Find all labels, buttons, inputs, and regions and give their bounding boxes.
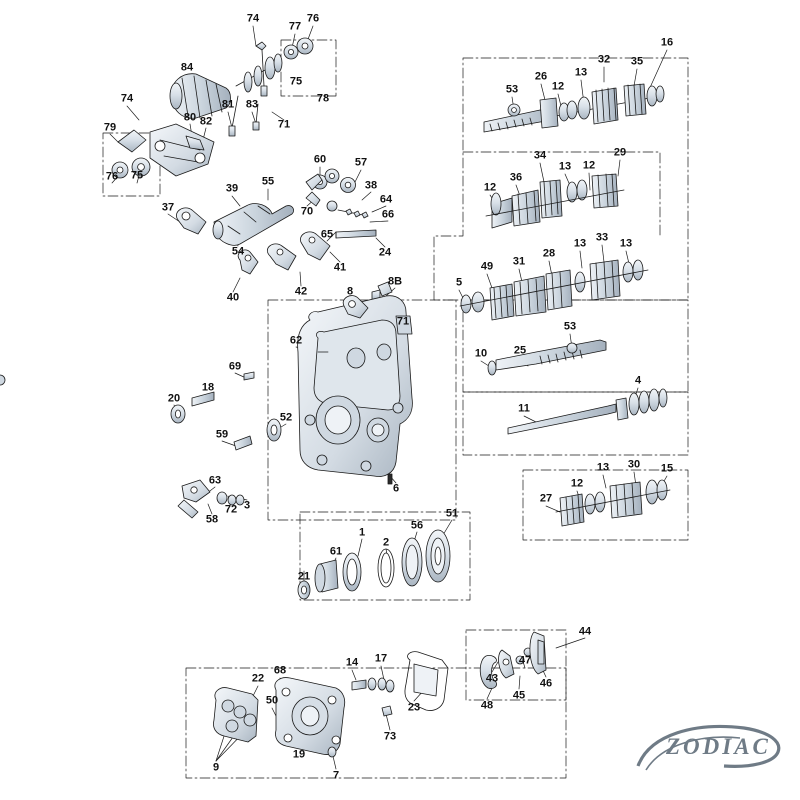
callout-78: 78 [316,92,330,105]
callout-12a: 12 [551,80,565,93]
callout-2: 2 [382,536,390,549]
callout-69: 69 [228,360,242,373]
callout-39: 39 [225,182,239,195]
callout-56: 56 [410,519,424,532]
callout-5: 5 [455,276,463,289]
callout-20: 20 [167,392,181,405]
zodiac-logo [632,720,782,778]
callout-44: 44 [578,625,592,638]
callout-74b: 74 [120,92,134,105]
callout-21: 21 [297,570,311,583]
callout-26: 26 [534,70,548,83]
callout-8: 8 [346,285,354,298]
callout-13b: 13 [558,160,572,173]
callout-75a: 75 [289,75,303,88]
callout-36: 36 [509,171,523,184]
callout-74a: 74 [246,12,260,25]
callout-40: 40 [226,291,240,304]
callout-10: 10 [474,347,488,360]
callout-65: 65 [320,228,334,241]
callout-76b: 76 [105,170,119,183]
callout-13c: 13 [573,237,587,250]
zodiac-logo-text: ZODIAC [666,734,771,759]
callout-73: 73 [383,730,397,743]
callout-50: 50 [265,694,279,707]
callout-53b: 53 [563,320,577,333]
callout-52: 52 [279,411,293,424]
callout-47: 47 [518,654,532,667]
callout-61: 61 [329,545,343,558]
callout-79: 79 [103,121,117,134]
callout-71a: 71 [277,118,291,131]
callout-71b: 71 [396,315,410,328]
callout-7: 7 [332,769,340,782]
callout-57: 57 [354,156,368,169]
callout-13d: 13 [619,237,633,250]
callout-22: 22 [251,672,265,685]
callout-68: 68 [273,664,287,677]
callout-51: 51 [445,507,459,520]
callout-31: 31 [512,255,526,268]
callout-30: 30 [627,458,641,471]
callout-14: 14 [345,656,359,669]
callout-63: 63 [208,474,222,487]
callout-12c: 12 [483,181,497,194]
callout-81: 81 [221,98,235,111]
callout-77: 77 [288,20,302,33]
callout-38: 38 [364,179,378,192]
callout-66: 66 [381,208,395,221]
callout-17: 17 [374,652,388,665]
callout-49: 49 [480,260,494,273]
callout-23: 23 [407,701,421,714]
callout-15: 15 [660,462,674,475]
callout-43: 43 [485,672,499,685]
callout-33: 33 [595,231,609,244]
callout-1: 1 [358,526,366,539]
callout-80: 80 [183,111,197,124]
callout-60: 60 [313,153,327,166]
callout-12d: 12 [570,477,584,490]
callout-4: 4 [634,374,642,387]
callout-3: 3 [243,499,251,512]
callout-11: 11 [518,402,530,415]
callout-55: 55 [261,175,275,188]
callout-25: 25 [513,344,527,357]
callout-46: 46 [539,677,553,690]
callout-29: 29 [613,146,627,159]
callout-45: 45 [512,689,526,702]
callout-35: 35 [630,55,644,68]
callout-18: 18 [201,381,215,394]
callout-37: 37 [161,201,175,214]
callout-59: 59 [215,428,229,441]
callout-19: 19 [292,748,306,761]
callout-8b: 8B [387,275,403,288]
callout-24: 24 [378,246,392,259]
callout-72: 72 [224,503,238,516]
callout-58: 58 [205,513,219,526]
callout-6: 6 [392,482,400,495]
callout-12b: 12 [582,159,596,172]
callout-9: 9 [212,761,220,774]
callout-42: 42 [294,285,308,298]
callout-53a: 53 [505,83,519,96]
callout-28: 28 [542,247,556,260]
callout-41: 41 [333,261,347,274]
callout-82: 82 [199,115,213,128]
callout-32: 32 [597,53,611,66]
callout-75b: 75 [130,169,144,182]
callout-13e: 13 [596,461,610,474]
callout-34: 34 [533,149,547,162]
callout-13a: 13 [574,66,588,79]
callout-27: 27 [539,492,553,505]
callout-16: 16 [660,36,674,49]
callout-76a: 76 [306,12,320,25]
callout-83: 83 [245,98,259,111]
callout-48: 48 [480,699,494,712]
callout-84: 84 [180,61,194,74]
callout-54: 54 [231,245,245,258]
callout-62: 62 [289,334,303,347]
callout-70: 70 [300,205,314,218]
callout-64: 64 [379,193,393,206]
